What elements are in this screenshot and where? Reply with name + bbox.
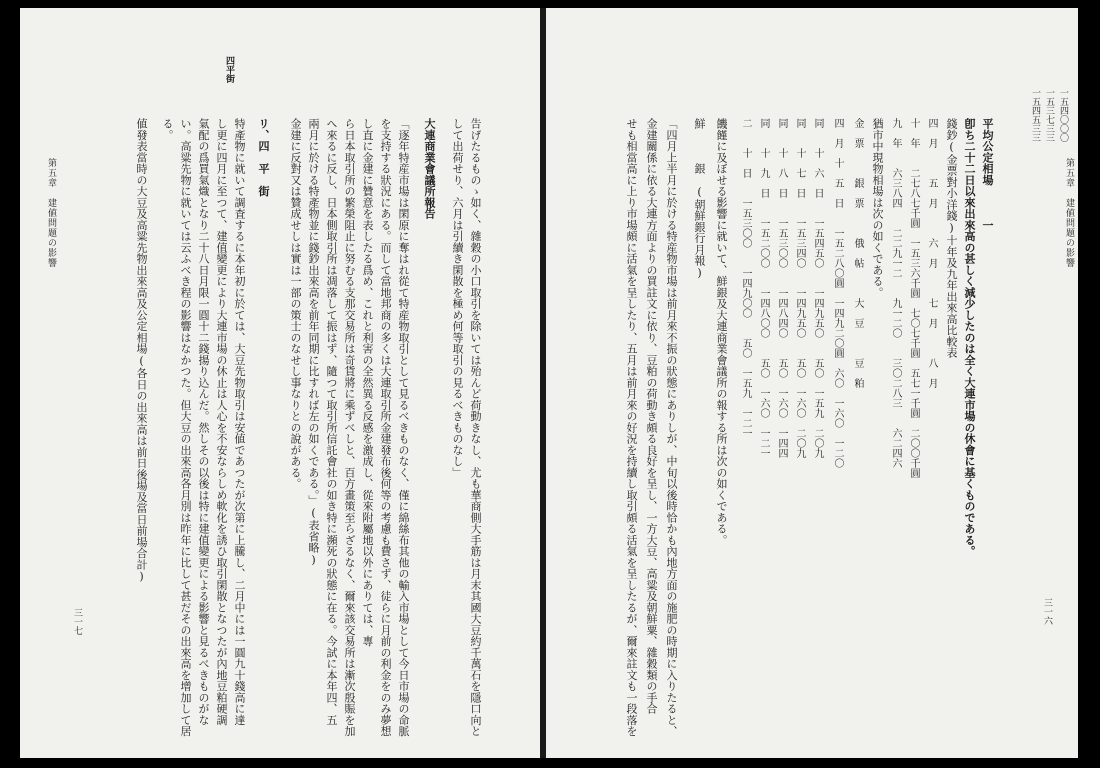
- text-column: 猶市中現物相場は次の如くである。: [871, 118, 884, 298]
- text-column: 同 十 九 日 一五二〇〇 一四八〇〇 五〇 一六〇 一二一: [758, 118, 769, 458]
- text-column: 九 年 六三八四 二二九一二 九一二〇 三〇二八三 六二四六: [890, 118, 901, 468]
- table-top-cell: 一五四〇〇〇: [1058, 88, 1068, 142]
- running-head: 第五章 建値問題の影響: [1064, 158, 1074, 268]
- text-column: 「逐年特産市場は閑原に奪はれ從て特産物取引として見るべきものなく、僅に綿絲布其他の輸入市場として今日市場の命脈: [397, 118, 410, 737]
- text-column: い。高粱先物に就いては云ふべき程の影響はなかつた。但大豆の出來高各月別は昨年に比して甚だその出來高を增加して居: [179, 118, 192, 737]
- page-number: 三一六: [1042, 598, 1052, 625]
- margin-note: 四平街: [224, 56, 234, 83]
- text-column: 四 月 十 五 日 一五二八〇圓 一四九二〇圓 六〇 一六〇 一二〇: [832, 118, 843, 468]
- text-column: 四 月 五 月 六 月 七 月 八 月: [926, 118, 937, 388]
- text-column: る。: [161, 118, 174, 141]
- text-column: 兩月に於ける特產物並に錢鈔出來高を前年同期に比すれば左の如くである。」(表省略): [307, 118, 320, 567]
- text-column: 金建關係に依る大連方面よりの買註文に依り、豆粕の荷動き頗る良好を呈し、一方大豆、高粱及朝鮮粟、雜穀類の手合: [645, 118, 658, 715]
- text-column: 二 十 日 一五三〇〇 一四九〇〇 五〇 一五九 一二一: [740, 118, 751, 438]
- text-column: 金 票 銀 票 俄 帖 大 豆 豆 粕: [852, 118, 863, 388]
- text-column: 値發表當時の大豆及高粱先物出來高及公定相場(各日の出來高は前日後場及當日前場合計): [135, 118, 148, 584]
- text-column: 金建に反對又は贊成せしは實は一部の策士のなせし事なりとの說がある。: [289, 118, 302, 490]
- text-column: リ、四 平 街: [257, 118, 270, 197]
- text-column: 同 十 六 日 一五四五〇 一四九五〇 五〇 一五九 二〇九: [812, 118, 823, 458]
- text-column: 錢鈔(金票對小洋錢)十年及九年出來高比較表: [945, 118, 958, 359]
- text-column: 平均公定相場 一: [981, 118, 994, 231]
- text-column: へ來るに反し、日本側取引所は凋落して振はず、隨つて取引所信託會社の如き特に瀕死の狀態に在る。今試に本年四、五: [325, 118, 338, 726]
- table-top-cell: 一五四五三三: [1030, 88, 1040, 142]
- text-column: し直に金建に贊意を表したる爲め、これと利害の全然異る反感を激成し、從來附屬地以外にありては、專: [361, 118, 374, 647]
- text-column: 卽ち二十二日以來出來高の甚しく減少したのは全く大連市場の休會に基くものである。: [963, 118, 976, 557]
- page-number: 三一七: [72, 608, 82, 635]
- right-page: [546, 8, 1078, 758]
- text-column: し更に四月に至つて、建值變更により大連市場の休止は人心を不安ならしめ軟化を誘ひ取引閑散となつたが內地豆粕硬調: [215, 118, 228, 726]
- table-top-cell: 一五三七三三: [1044, 88, 1054, 142]
- text-column: して出荷せり、六月は引續き閑散を極め何等取引の見るべきものなし」: [451, 118, 464, 478]
- text-column: 同 十 八 日 一五三〇〇 一四八四〇 五〇 一六〇 一四四: [776, 118, 787, 458]
- left-page: [20, 8, 540, 758]
- text-column: 鮮 銀 (朝鮮銀行月報): [693, 118, 706, 280]
- text-column: 氣配の爲買氣熾となり二十八日月限一圓十二錢揚り込んだ。然しその以後は特に建值變更による影響と見るべきものがな: [197, 118, 210, 726]
- text-column: 特產物に就いて調査するに本年初に於ては、大豆先物取引は安値であつたが次第に上騰し、二月中には一圓九十錢高に達: [233, 118, 246, 726]
- text-column: 告げたるものゝ如く、雜穀の小口取引を除いては殆んど荷動きなし、尤も華商側大手筋は月末其國大豆約千萬石を隱口向と: [469, 118, 482, 737]
- text-column: 大連商業會議所報告: [423, 118, 436, 220]
- text-column: 十 年 二七八七千圓 一五三六千圓 七〇七千圓 五七一千圓 二〇〇千圓: [908, 118, 919, 478]
- book-gutter: [540, 8, 546, 758]
- text-column: ら日本取引所の繁榮阻止に努むる支那交易所は奇貨將に乘ずべしと、百方畫策至らざるなく、爾來該交易所は漸次殷賑を加: [343, 118, 356, 737]
- text-column: を支持する狀況にある。而して當地邦商の多くは大連取引所金建發布後何等の考慮も費さず、徒らに月前の利金をのみ夢想: [379, 118, 392, 737]
- running-head: 第五章 建値問題の影響: [46, 158, 56, 268]
- text-column: 「四月上半月に於ける特産物市場は前月來不振の狀態にありしが、中旬以後時恰かも內地方面の施肥の時期に入りたると、: [665, 118, 678, 737]
- text-column: 同 十 七 日 一五三四〇 一四九五〇 五〇 一六〇 二〇九: [794, 118, 805, 458]
- text-column: せも相當高に上り市場頗に活氣を呈したり、五月は前月來の好況を持續し取引頗る活氣を呈したるが、爾來註文も一段落を: [625, 118, 638, 737]
- text-column: 饑饉に及ぼせる影響に就いて、鮮銀及大連商業會議所の報する所は次の如くである。: [715, 118, 728, 546]
